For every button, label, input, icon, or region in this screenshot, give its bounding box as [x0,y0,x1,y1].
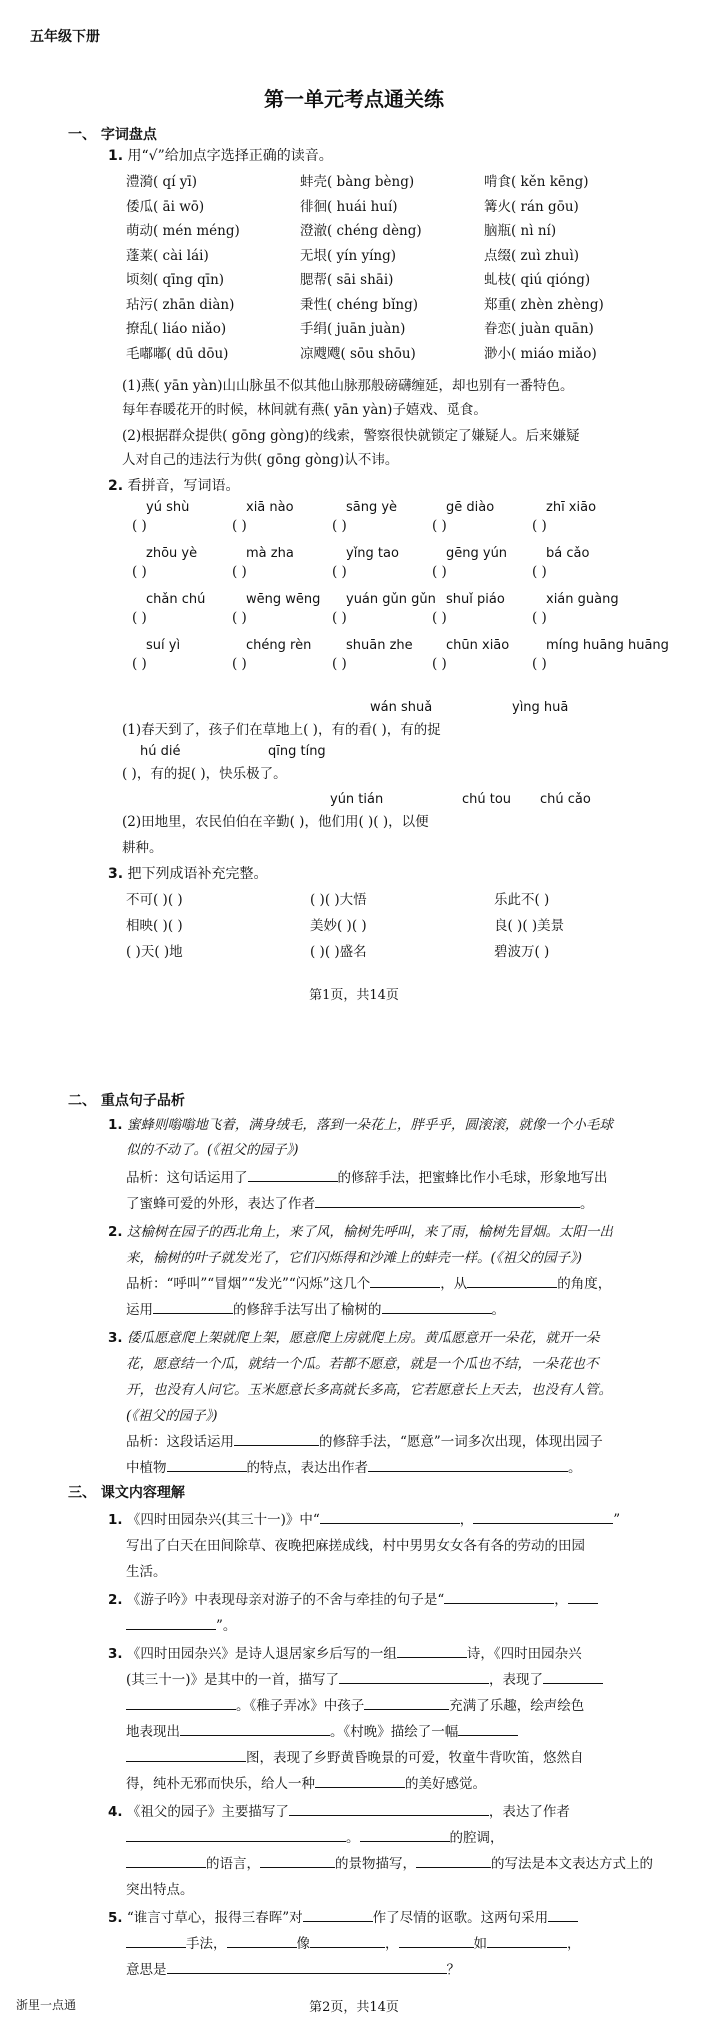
grade-label: 五年级下册 [30,29,100,45]
s3-q3-l1: 3. 《四时田园杂兴》是诗人退居家乡后写的一组 诗，《四时田园杂兴 [108,1642,582,1662]
pronunciation-item[interactable]: 眷恋( juàn quān) [484,321,594,337]
pronunciation-item[interactable]: 郑重( zhèn zhèng) [484,296,604,313]
s3-q1-l1: 1. 《四时田园杂兴(其三十一)》中“ ， ” [108,1508,620,1528]
pinyin-yuntian: yún tián [330,792,384,807]
pronunciation-item[interactable]: 虬枝( qiú qióng) [484,272,591,288]
s3-q3-l3: 。《稚子弄冰》中孩子 充满了乐趣，绘声绘色 [126,1694,584,1714]
pinyin-label: chǎn chú [146,592,206,607]
s2-q1-answer-l1: 品析：这句话运用了 的修辞手法，把蜜蜂比作小毛球，形象地写出 [126,1166,608,1186]
s2-q1-quote-l1: 1. 蜜蜂则嗡嗡地飞着，满身绒毛，落到一朵花上，胖乎乎，圆滚滚，就像一个小毛球 [108,1117,613,1133]
s1-q1-prompt: 1. 用“√”给加点字选择正确的读音。 [108,148,333,164]
answer-box[interactable]: ( ) [332,656,347,672]
answer-box[interactable]: ( ) [132,518,147,534]
pinyin-label: chūn xiāo [446,638,510,653]
pronunciation-item[interactable]: 点缀( zuì zhuì) [484,247,580,264]
pronunciation-item[interactable]: 澧漪( qí yī) [126,174,198,190]
answer-box[interactable]: ( ) [132,656,147,672]
s1-q2-para1-l1: (1)春天到了，孩子们在草地上( )，有的看( )，有的捉 [122,722,441,738]
answer-box[interactable]: ( ) [532,518,547,534]
pronunciation-item[interactable]: 篝火( rán gōu) [484,198,579,215]
pinyin-label: zhōu yè [146,546,198,561]
answer-box[interactable]: ( ) [332,564,347,580]
pronunciation-item[interactable]: 澄澈( chéng dèng) [300,223,422,239]
pronunciation-item[interactable]: 毛嘟嘟( dū dōu) [126,345,229,362]
idiom-item[interactable]: 良( )( )美景 [494,918,565,934]
pronunciation-item[interactable]: 渺小( miáo miǎo) [484,345,597,362]
s3-q3-l5: 图，表现了乡野黄昏晚景的可爱，牧童牛背吹笛，悠然自 [126,1746,584,1766]
s3-q5-l3: 意思是 ？ [126,1958,460,1978]
answer-box[interactable]: ( ) [532,656,547,672]
pronunciation-item[interactable]: 顷刻( qīng qīn) [126,272,225,288]
idiom-item[interactable]: ( )天( )地 [126,944,183,960]
pronunciation-item[interactable]: 倭瓜( āi wō) [126,198,205,215]
pronunciation-item[interactable]: 手绢( juān juàn) [300,321,406,337]
pronunciation-item[interactable]: 蓬莱( cài lái) [126,247,209,264]
s1-q1-sentence1-l1: (1)燕( yān yàn)山山脉虽不似其他山脉那般磅礴缠延，却也别有一番特色。 [122,378,574,394]
pronunciation-item[interactable]: 凉飕飕( sōu shōu) [300,345,416,362]
s1-q2-para2-l1: (2)田地里，农民伯伯在辛勤( )，他们用( )( )，以便 [122,814,429,830]
s3-q4-l1: 4. 《祖父的园子》主要描写了 ，表达了作者 [108,1800,570,1820]
pinyin-label: yǐng tao [346,546,399,561]
pronunciation-item[interactable]: 玷污( zhān diàn) [126,296,235,313]
s1-q2-para2-l2: 耕种。 [122,840,163,856]
pinyin-hudie: hú dié [140,744,181,759]
pinyin-label: gē diào [446,500,495,515]
pinyin-qingting: qīng tíng [268,744,326,759]
pinyin-label: zhī xiāo [546,500,597,515]
pinyin-label: chéng rèn [246,638,312,653]
answer-box[interactable]: ( ) [232,518,247,534]
pinyin-label: sāng yè [346,500,398,515]
pinyin-label: shuǐ piáo [446,592,505,607]
s3-q2-l2: ”。 [126,1614,236,1634]
page-title: 第一单元考点通关练 [264,87,444,111]
s3-q3-l4: 地表现出 。《村晚》描绘了一幅 [126,1720,518,1740]
pronunciation-item[interactable]: 徘徊( huái huí) [300,198,398,215]
s3-q5-l1: 5. “谁言寸草心，报得三春晖”对 作了尽情的讴歌。这两句采用 [108,1906,578,1926]
s3-q4-l2: 。 的腔调， [126,1826,504,1846]
s3-q3-l6: 得，纯朴无邪而快乐，给人一种 的美好感觉。 [126,1772,486,1792]
pronunciation-item[interactable]: 撩乱( liáo niǎo) [126,321,227,337]
s1-q3-prompt: 3. 把下列成语补充完整。 [108,866,268,882]
answer-box[interactable]: ( ) [132,564,147,580]
s1-q1-sentence2-l2: 人对自己的违法行为供( gōng gòng)认不讳。 [122,452,399,468]
s3-q2-l1: 2. 《游子吟》中表现母亲对游子的不舍与牵挂的句子是“ ， [108,1588,598,1608]
pinyin-chutou: chú tou [462,792,512,807]
pronunciation-item[interactable]: 腮帮( sāi shāi) [300,272,394,288]
answer-box[interactable]: ( ) [432,564,447,580]
pinyin-label: yuán gǔn gǔn [346,592,436,607]
answer-box[interactable]: ( ) [532,564,547,580]
section2-heading: 二、 重点句子品析 [68,1093,185,1109]
answer-box[interactable]: ( ) [332,610,347,626]
idiom-item[interactable]: 碧波万( ) [494,944,550,960]
idiom-item[interactable]: 乐此不( ) [494,892,550,908]
s2-q2-quote-l1: 2. 这榆树在园子的西北角上，来了风，榆树先呼叫，来了雨，榆树先冒烟。太阳一出 [108,1224,613,1240]
idiom-item[interactable]: ( )( )盛名 [310,944,367,960]
s1-q1-sentence1-l2: 每年春暖花开的时候，林间就有燕( yān yàn)子嬉戏、觅食。 [122,402,487,418]
answer-box[interactable]: ( ) [232,656,247,672]
idiom-item[interactable]: 美妙( )( ) [310,918,367,934]
s2-q2-answer-l2: 运用 的修辞手法写出了榆树的 。 [126,1298,505,1318]
s2-q2-answer-l1: 品析：“呼叫”“冒烟”“发光”“闪烁”这几个 ，从 的角度， [126,1272,611,1292]
pinyin-wanshua: wán shuǎ [370,700,433,715]
answer-box[interactable]: ( ) [332,518,347,534]
s3-q4-l3: 的语言， 的景物描写， 的写法是本文表达方式上的 [126,1852,653,1872]
pinyin-yinghua: yìng huā [512,700,569,715]
pronunciation-item[interactable]: 蚌壳( bàng bèng) [300,174,415,190]
answer-box[interactable]: ( ) [232,610,247,626]
page1-number: 第1页，共14页 [309,988,399,1003]
pronunciation-item[interactable]: 萌动( mén méng) [126,223,240,239]
pinyin-label: mà zha [246,546,294,561]
s2-q3-quote-l2: 花，愿意结一个瓜，就结一个瓜。若都不愿意，就是一个瓜也不结，一朵花也不 [126,1356,599,1372]
s2-q1-quote-l2: 似的不动了。(《祖父的园子》) [126,1142,299,1158]
answer-box[interactable]: ( ) [532,610,547,626]
s2-q3-quote-l4: (《祖父的园子》) [126,1408,218,1424]
s3-q5-l2: 手法， 像 ， 如 ， [126,1932,581,1952]
answer-box[interactable]: ( ) [432,656,447,672]
pinyin-label: suí yì [146,638,181,653]
pinyin-label: shuān zhe [346,638,413,653]
s1-q2-prompt: 2. 看拼音，写词语。 [108,478,240,494]
idiom-item[interactable]: 不可( )( ) [126,892,183,908]
pinyin-label: xiā nào [246,500,294,515]
idiom-item[interactable]: 相映( )( ) [126,918,183,934]
s2-q3-quote-l1: 3. 倭瓜愿意爬上架就爬上架，愿意爬上房就爬上房。黄瓜愿意开一朵花，就开一朵 [108,1330,600,1346]
pinyin-label: wēng wēng [246,592,321,607]
section3-heading: 三、 课文内容理解 [68,1485,185,1501]
pinyin-label: yú shù [146,500,190,515]
s2-q3-answer-l2: 中植物 的特点，表达出作者 。 [126,1456,582,1476]
s3-q3-l2: (其三十一)》是其中的一首，描写了 ，表现了 [126,1668,603,1688]
page2-number: 第2页，共14页 [309,2000,399,2015]
pronunciation-item[interactable]: 秉性( chéng bǐng) [300,296,418,313]
s2-q3-answer-l1: 品析：这段话运用 的修辞手法，“愿意”一词多次出现，体现出园子 [126,1430,603,1450]
s1-q2-para1-l2: ( )，有的捉( )，快乐极了。 [122,766,287,782]
answer-box[interactable]: ( ) [432,610,447,626]
pronunciation-item[interactable]: 脑瓶( nì ní) [484,223,557,239]
answer-box[interactable]: ( ) [232,564,247,580]
s1-q1-sentence2-l1: (2)根据群众提供( gōng gòng)的线索，警察很快就锁定了嫌疑人。后来嫌疑 [122,428,580,444]
s2-q1-answer-l2: 了蜜蜂可爱的外形，表达了作者 。 [126,1192,594,1212]
s2-q2-quote-l2: 来，榆树的叶子就发光了，它们闪烁得和沙滩上的蚌壳一样。(《祖父的园子》) [126,1250,583,1266]
pinyin-label: gēng yún [446,546,508,561]
pinyin-label: xián guàng [546,592,619,607]
pronunciation-item[interactable]: 啃食( kěn kēng) [484,174,589,190]
s3-q1-l2: 写出了白天在田间除草、夜晚把麻搓成线，村中男男女女各有各的劳动的田园 [126,1538,585,1554]
section1-heading: 一、 字词盘点 [68,127,157,143]
pinyin-chucao: chú cǎo [540,792,591,807]
pronunciation-item[interactable]: 无垠( yín yíng) [300,247,397,264]
answer-box[interactable]: ( ) [132,610,147,626]
s3-q1-l3: 生活。 [126,1564,167,1580]
answer-box[interactable]: ( ) [432,518,447,534]
pinyin-label: míng huāng huāng [546,638,669,653]
idiom-item[interactable]: ( )( )大悟 [310,892,367,908]
s2-q3-quote-l3: 开，也没有人问它。玉米愿意长多高就长多高，它若愿意长上天去，也没有人管。 [126,1382,612,1398]
s3-q4-l4: 突出特点。 [126,1882,194,1898]
pinyin-label: bá cǎo [546,546,590,561]
footer-brand: 浙里一点通 [16,1998,77,2012]
